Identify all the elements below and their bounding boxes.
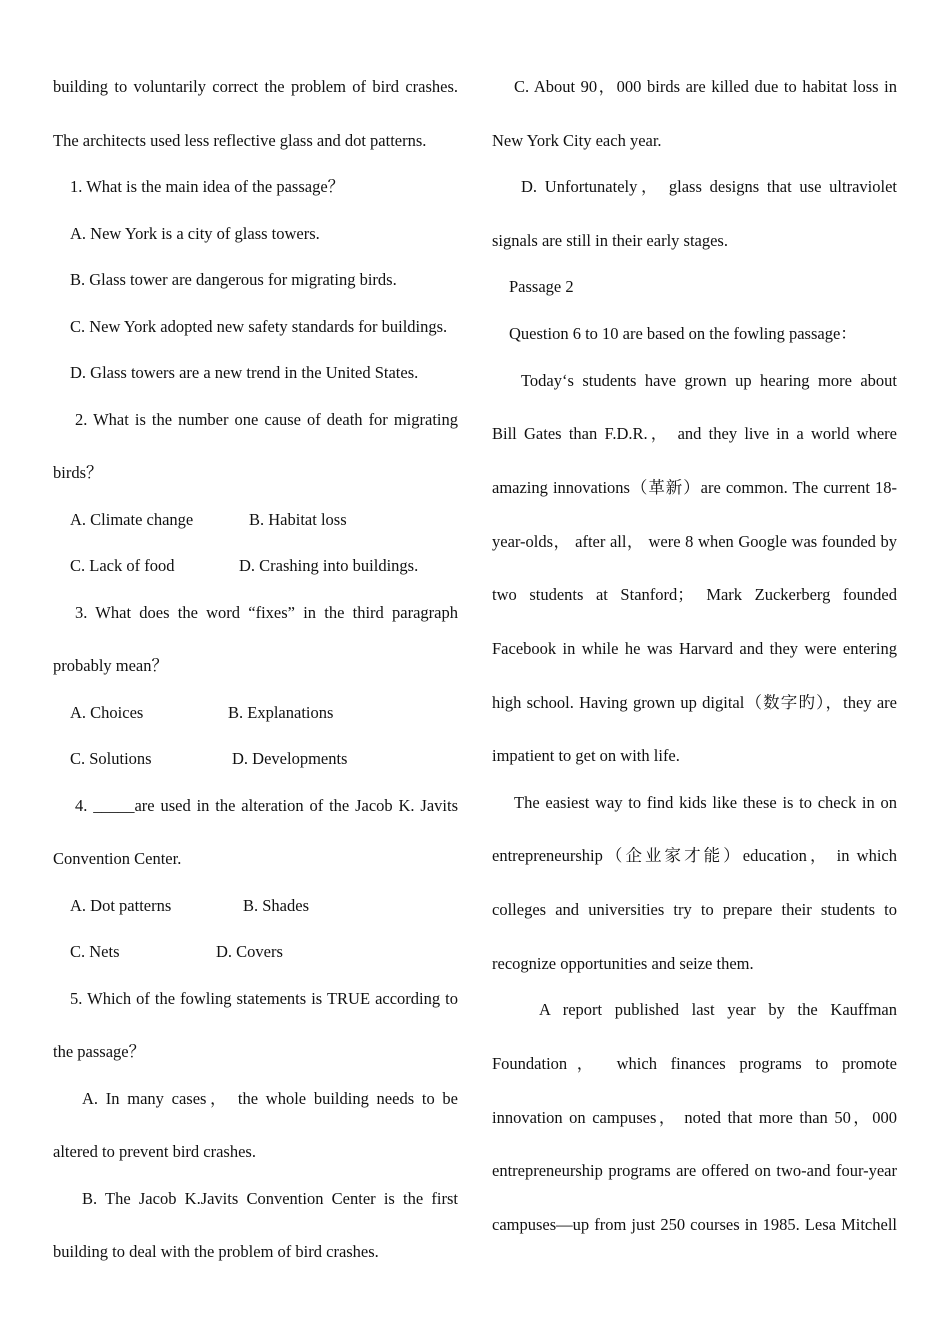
question-2-option-c: C. Lack of food <box>70 556 175 575</box>
question-2-option-b: B. Habitat loss <box>249 510 347 529</box>
question-3-option-d: D. Developments <box>232 749 348 768</box>
passage-line: innovation on campuses， noted that more than 50，000 <box>492 1108 897 1127</box>
passage-line: high school. Having grown up digital（数字旳），they are <box>492 693 897 712</box>
question-1-option-a: A. New York is a city of glass towers. <box>70 224 320 243</box>
question-2-cont: birds？ <box>53 463 103 482</box>
question-4-options-cd <box>70 942 283 962</box>
question-4: 4. _____are used in the alteration of the Jacob K. Javits <box>75 796 458 815</box>
passage-line: The easiest way to find kids like these is to check in on <box>514 793 897 812</box>
question-3-option-c: C. Solutions <box>70 749 152 768</box>
passage-line: impatient to get on with life. <box>492 746 680 765</box>
question-2: 2. What is the number one cause of death for migrating <box>75 410 458 429</box>
question-3-options-ab <box>70 703 333 723</box>
question-4-option-a: A. Dot patterns <box>70 896 172 915</box>
passage-line: amazing innovations（革新）are common. The current 18- <box>492 478 897 497</box>
passage-line: recognize opportunities and seize them. <box>492 954 754 973</box>
passage-line: entrepreneurship programs are offered on two-and four-year <box>492 1161 897 1180</box>
text-line: building to voluntarily correct the problem of bird crashes. <box>53 77 458 96</box>
passage-line: A report published last year by the Kauffman <box>539 1000 897 1019</box>
passage-line: Facebook in while he was Harvard and they were entering <box>492 639 897 658</box>
question-1-option-d: D. Glass towers are a new trend in the United States. <box>70 363 419 382</box>
question-3-option-b: B. Explanations <box>228 703 334 722</box>
passage-line: two students at Stanford； Mark Zuckerberg founded <box>492 585 897 604</box>
question-5-option-b: B. The Jacob K.Javits Convention Center is the first <box>82 1189 458 1208</box>
question-4-options-ab <box>70 896 309 916</box>
question-5-cont: the passage？ <box>53 1042 146 1061</box>
question-1-option-b: B. Glass tower are dangerous for migrating birds. <box>70 270 397 289</box>
question-1: 1. What is the main idea of the passage？ <box>70 177 345 196</box>
question-4-option-d: D. Covers <box>216 942 283 961</box>
question-5-option-d: D. Unfortunately， glass designs that use ultraviolet <box>521 177 897 196</box>
question-3-cont: probably mean？ <box>53 656 169 675</box>
text-line: The architects used less reflective glass and dot patterns. <box>53 131 427 150</box>
question-4-option-c: C. Nets <box>70 942 120 961</box>
question-5: 5. Which of the fowling statements is TRUE according to <box>70 989 458 1008</box>
passage-line: campuses—up from just 250 courses in 1985. Lesa Mitchell <box>492 1215 897 1234</box>
question-3-option-a: A. Choices <box>70 703 144 722</box>
passage-line: Bill Gates than F.D.R.， and they live in a world where <box>492 424 897 443</box>
passage-2-intro: Question 6 to 10 are based on the fowling passage： <box>509 324 857 343</box>
question-2-option-d: D. Crashing into buildings. <box>239 556 419 575</box>
passage-line: colleges and universities try to prepare their students to <box>492 900 897 919</box>
question-1-option-c: C. New York adopted new safety standards for buildings. <box>70 317 448 336</box>
passage-line: Foundation， which finances programs to promote <box>492 1054 897 1073</box>
question-5-option-c-cont: New York City each year. <box>492 131 662 150</box>
passage-line: year-olds， after all， were 8 when Google was founded by <box>492 532 897 551</box>
question-3: 3. What does the word “fixes” in the third paragraph <box>75 603 458 622</box>
question-4-option-b: B. Shades <box>243 896 309 915</box>
question-4-cont: Convention Center. <box>53 849 182 868</box>
question-2-options-ab <box>70 510 347 530</box>
question-2-option-a: A. Climate change <box>70 510 194 529</box>
question-3-options-cd <box>70 749 347 769</box>
question-5-option-a-cont: altered to prevent bird crashes. <box>53 1142 256 1161</box>
question-5-option-d-cont: signals are still in their early stages. <box>492 231 728 250</box>
question-2-options-cd <box>70 556 418 576</box>
question-5-option-b-cont: building to deal with the problem of bird crashes. <box>53 1242 379 1261</box>
passage-2-title: Passage 2 <box>509 277 574 296</box>
passage-line: entrepreneurship（企业家才能）education， in which <box>492 846 897 865</box>
question-5-option-c: C. About 90，000 birds are killed due to habitat loss in <box>514 77 897 96</box>
question-5-option-a: A. In many cases， the whole building needs to be <box>82 1089 458 1108</box>
passage-line: Today‘s students have grown up hearing more about <box>521 371 897 390</box>
